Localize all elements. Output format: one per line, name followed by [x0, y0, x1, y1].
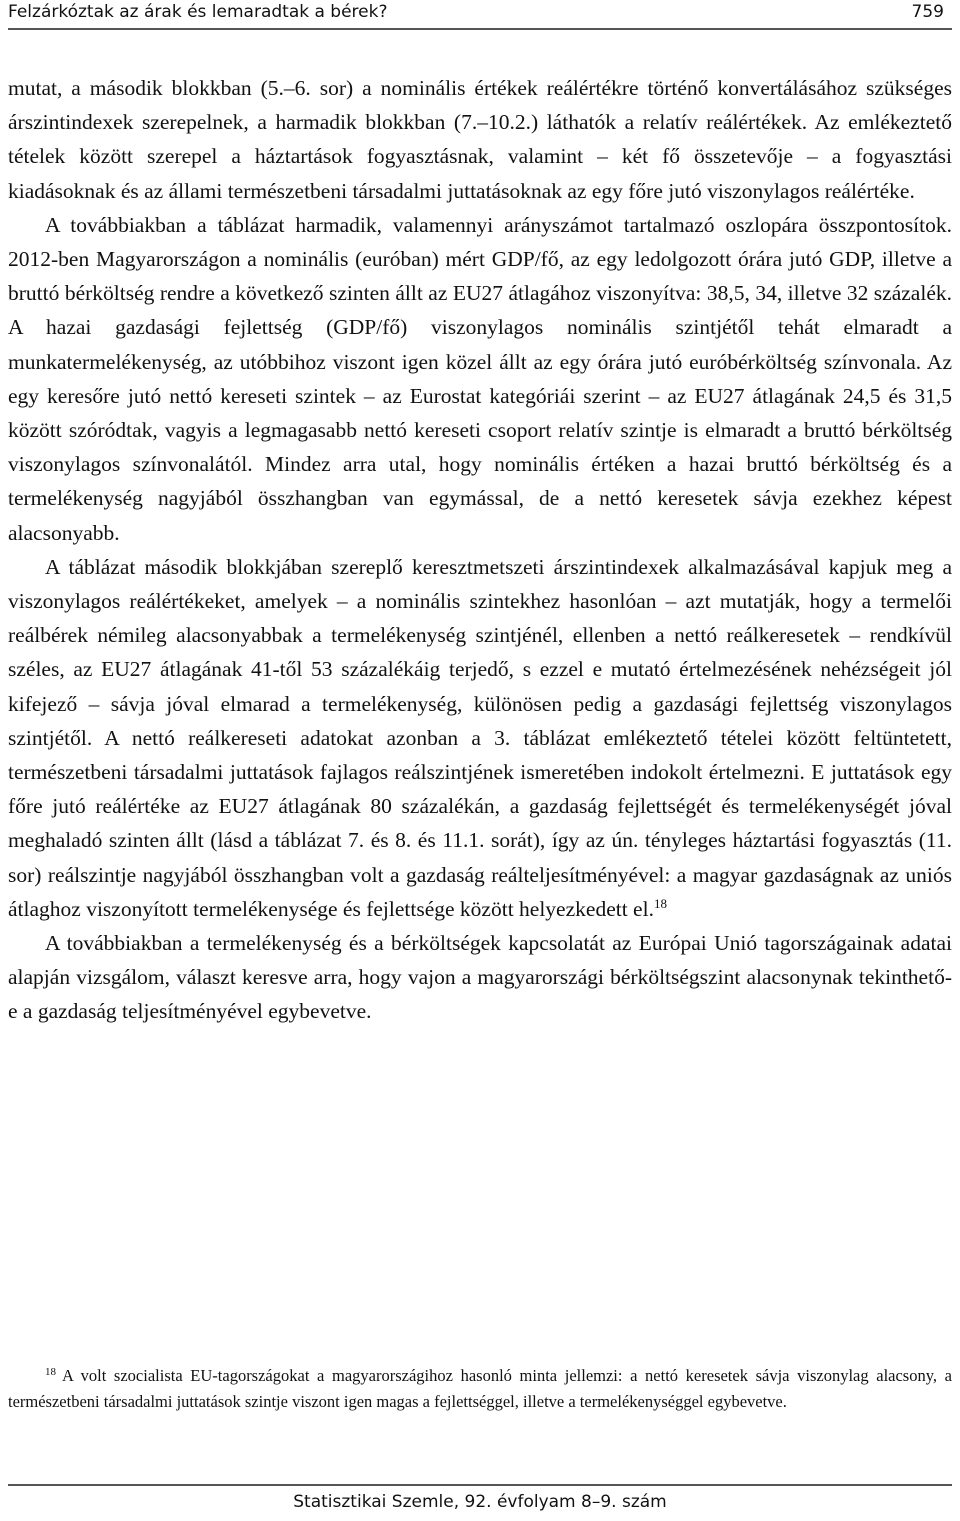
footer-rule	[8, 1484, 952, 1486]
running-header	[8, 0, 952, 30]
paragraph: mutat, a második blokkban (5.–6. sor) a nominális értékek reálértékre történő konvertálásához szükséges árszintindexek szerepelnek, a harmadik blokkban (7.–10.2.) láthatók a relatív reálértékek. Az emlékeztető tételek között szerepel a háztartások fogyasztásnak, valamint – két fő összetevője – a fogyasztási kiadásoknak és az állami természetbeni társadalmi juttatásoknak az egy főre jutó viszonylagos reálértéke.	[8, 76, 952, 203]
footnote	[8, 1363, 952, 1415]
footnote-reference[interactable]: 18	[653, 895, 667, 911]
running-title: Felzárkóztak az árak és lemaradtak a bérek?	[8, 2, 388, 22]
footnote-paragraph	[8, 1363, 952, 1415]
header-rule	[8, 28, 952, 30]
page-number: 759	[911, 2, 944, 22]
footnote-number: 18	[45, 1366, 56, 1378]
journal-name: Statisztikai Szemle, 92. évfolyam 8–9. szám	[293, 1492, 667, 1512]
body-text	[8, 71, 952, 1029]
paragraph: A továbbiakban a táblázat harmadik, valamennyi arányszámot tartalmazó oszlopára összpontosítok. 2012-ben Magyarországon a nominális (euróban) mért GDP/fő, az egy ledolgozott órára jutó GDP, illetve a bruttó bérköltség rendre a következő szinten állt az EU27 átlagához viszonyítva: 38,5, 34, illetve 32 százalék. A hazai gazdasági fejlettség (GDP/fő) viszonylagos nominális szintjétől tehát elmaradt a munkatermelékenység, az utóbbihoz viszont igen közel állt az egy órára jutó euróbérköltség színvonala. Az egy keresőre jutó nettó kereseti szintek – az Eurostat kategóriái szerint – az EU27 átlagának 24,5 és 31,5 között szóródtak, vagyis a legmagasabb nettó kereseti csoport relatív szintje is elmaradt a bruttó bérköltség viszonylagos színvonalától. Mindez arra utal, hogy nominális értéken a hazai bruttó bérköltség és a termelékenység nagyjából összhangban van egymással, de a nettó keresetek sávja ezekhez képest alacsonyabb.	[8, 212, 952, 545]
footnote-text: A volt szocialista EU-tagországokat a magyarországihoz hasonló minta jellemzi: a nettó keresetek sávja viszonylag alacsony, a természetbeni társadalmi juttatások szintje viszont igen magas a fejlettséggel, illetve a termelékenységgel egybevetve.	[8, 1366, 952, 1411]
paragraph	[8, 550, 952, 926]
paragraph-text: A táblázat második blokkjában szereplő keresztmetszeti árszintindexek alkalmazásával kapjuk meg a viszonylagos reálértékeket, amelyek – a nominális szintekhez hasonlóan – azt mutatják, hogy a termelői reálbérek némileg alacsonyabbak a termelékenység szintjénél, ellenben a nettó reálkeresetek – rendkívül széles, az EU27 átlagának 41-től 53 százalékáig terjedő, s ezzel e mutató értelmezésének nehézségeit jól kifejező – sávja jóval elmarad a termelékenység, különösen pedig a gazdasági fejlettség viszonylagos szintjétől. A nettó reálkereseti adatokat azonban a 3. táblázat emlékeztető tételei között feltüntetett, természetbeni társadalmi juttatások fajlagos reálszintjének ismeretében indokolt értelmezni. E juttatások egy főre jutó reálértéke az EU27 átlagának 80 százalékán, a gazdaság fejlettségét és termelékenységét jóval meghaladó szinten állt (lásd a táblázat 7. és 8. és 11.1. sorát), így az ún. tényleges háztartási fogyasztás (11. sor) reálszintje nagyjából összhangban volt a gazdaság reálteljesítményével: a magyar gazdaságnak az uniós átlaghoz viszonyított termelékenysége és fejlettsége között helyezkedett el.	[8, 554, 952, 921]
paragraph: A továbbiakban a termelékenység és a bérköltségek kapcsolatát az Európai Unió tagországainak adatai alapján vizsgálom, választ keresve arra, hogy vajon a magyarországi bérköltségszint alacsonynak tekinthető-e a gazdaság teljesítményével egybevetve.	[8, 931, 952, 1024]
page-footer	[0, 1492, 960, 1512]
